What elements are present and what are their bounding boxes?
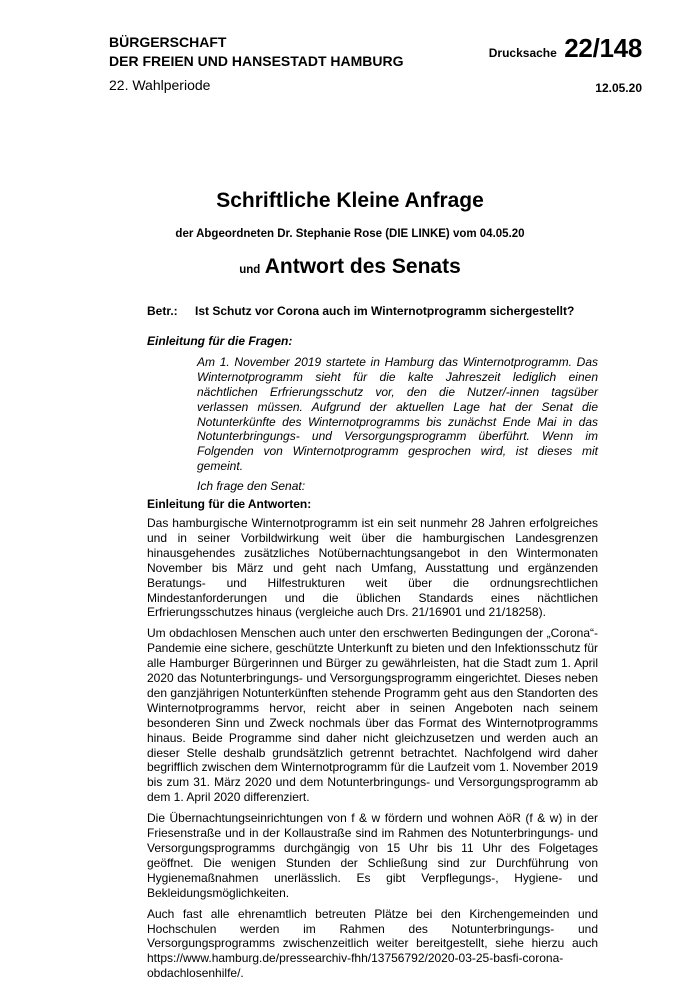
subject-text: Ist Schutz vor Corona auch im Winternotprogramm sichergestellt? bbox=[195, 304, 575, 318]
questions-heading: Einleitung für die Fragen: bbox=[147, 334, 293, 348]
header-left bbox=[109, 33, 404, 95]
header-right bbox=[489, 33, 642, 95]
answer-prefix: und bbox=[239, 264, 261, 276]
answers-heading: Einleitung für die Antworten: bbox=[147, 497, 312, 512]
answer-heading bbox=[0, 255, 700, 279]
author-byline: der Abgeordneten Dr. Stephanie Rose (DIE LINKE) vom 04.05.20 bbox=[175, 228, 525, 240]
answer-paragraph: Um obdachlosen Menschen auch unter den erschwerten Bedingungen der „Corona“-Pandemie eine sichere, geschützte Unterkunft zu bieten und den Infektionsschutz für alle Hamburger Bürgerinnen und Bürger zu gewährleisten, hat die Stadt zum 1. April 2020 das Notunterbringungs- und Versorgungsprogramm eingerichtet. Dieses neben den ganzjährigen Notunterkünften stehende Programm geht aus den Standorten des Winternotprogramms hervor, reicht aber in seinen Angeboten nach seinem besonderen Sinn und Zweck nochmals über das Format des Winternotprogramms hinaus. Beide Programme sind daher nicht gleichzusetzen und werden auch an dieser Stelle deshalb grundsätzlich getrennt betrachtet. Nachfolgend wird daher begrifflich zwischen dem Winternotprogramm für die Laufzeit vom 1. November 2019 bis zum 31. März 2020 und dem Notunterbringungs- und Versorgungsprogramm ab dem 1. April 2020 differenziert. bbox=[147, 626, 598, 805]
answer-title: Antwort des Senats bbox=[264, 255, 461, 278]
drucksache bbox=[489, 33, 642, 68]
answer-paragraph: Das hamburgische Winternotprogramm ist ein seit nunmehr 28 Jahren erfolgreiches und in seiner Vorbildwirkung weit über die hamburgischen Landesgrenzen hinausgehendes zusätzliches Notübernachtungsangebot in den Wintermonaten November bis März und geht nach Umfang, Ausstattung und ergänzenden Beratungs- und Hilfestrukturen weit über die ordnungsrechtlichen Mindestanforderungen und die üblichen Standards eines nächtlichen Erfrierungsschutzes hinaus (vergleiche auch Drs. 21/16901 und 21/18258). bbox=[147, 515, 598, 620]
drucksache-number: 22/148 bbox=[564, 33, 642, 63]
parliament-name-line2: DER FREIEN UND HANSESTADT HAMBURG bbox=[109, 53, 404, 69]
document-title: Schriftliche Kleine Anfrage bbox=[216, 189, 484, 212]
document-body bbox=[147, 334, 598, 987]
answer-paragraph: Auch fast alle ehrenamtlich betreuten Plätze bei den Kirchengemeinden und Hochschulen werden im Rahmen des Notunterbringungs- und Versorgungsprogramms zwischenzeitlich weiter bereitgestellt, siehe hierzu auch https://www.hamburg.de/pressearchiv-fhh/13756792/2020-03-25-basfi-corona-obdachlosenhilfe/. bbox=[147, 906, 598, 981]
subject-label: Betr.: bbox=[147, 304, 178, 318]
ask-line: Ich frage den Senat: bbox=[197, 479, 306, 494]
parliament-name-line1: BÜRGERSCHAFT bbox=[109, 34, 227, 50]
drucksache-label: Drucksache bbox=[488, 46, 557, 60]
document-date: 12.05.20 bbox=[595, 81, 642, 95]
answer-paragraph: Die Übernachtungseinrichtungen von f & w fördern und wohnen AöR (f & w) in der Friesenstraße und in der Kollaustraße sind im Rahmen des Notunterbringungs- und Versorgungsprogramms durchgängig von 15 Uhr bis 11 Uhr des Folgetages geöffnet. Die wenigen Stunden der Schließung sind zur Durchführung von Hygienemaßnahmen unerlässlich. Es gibt Verpflegungs-, Hygiene- und Bekleidungsmöglichkeiten. bbox=[147, 811, 598, 900]
questions-intro: Am 1. November 2019 startete in Hamburg das Winternotprogramm. Das Winternotprogramm sieht für die kalte Jahreszeit lediglich einen nächtlichen Erfrierungsschutz vor, den die Nutzer/-innen tagsüber verlassen müssen. Aufgrund der aktuellen Lage hat der Senat die Notunterkünfte des Winternotprogramms bis zunächst Ende Mai in das Notunterbringungs- und Versorgungsprogramm überführt. Wenn im Folgenden von Winternotprogramm gesprochen wird, ist dieses mit gemeint. bbox=[197, 354, 598, 474]
legislative-period: 22. Wahlperiode bbox=[109, 77, 211, 93]
subject-line bbox=[147, 304, 574, 318]
